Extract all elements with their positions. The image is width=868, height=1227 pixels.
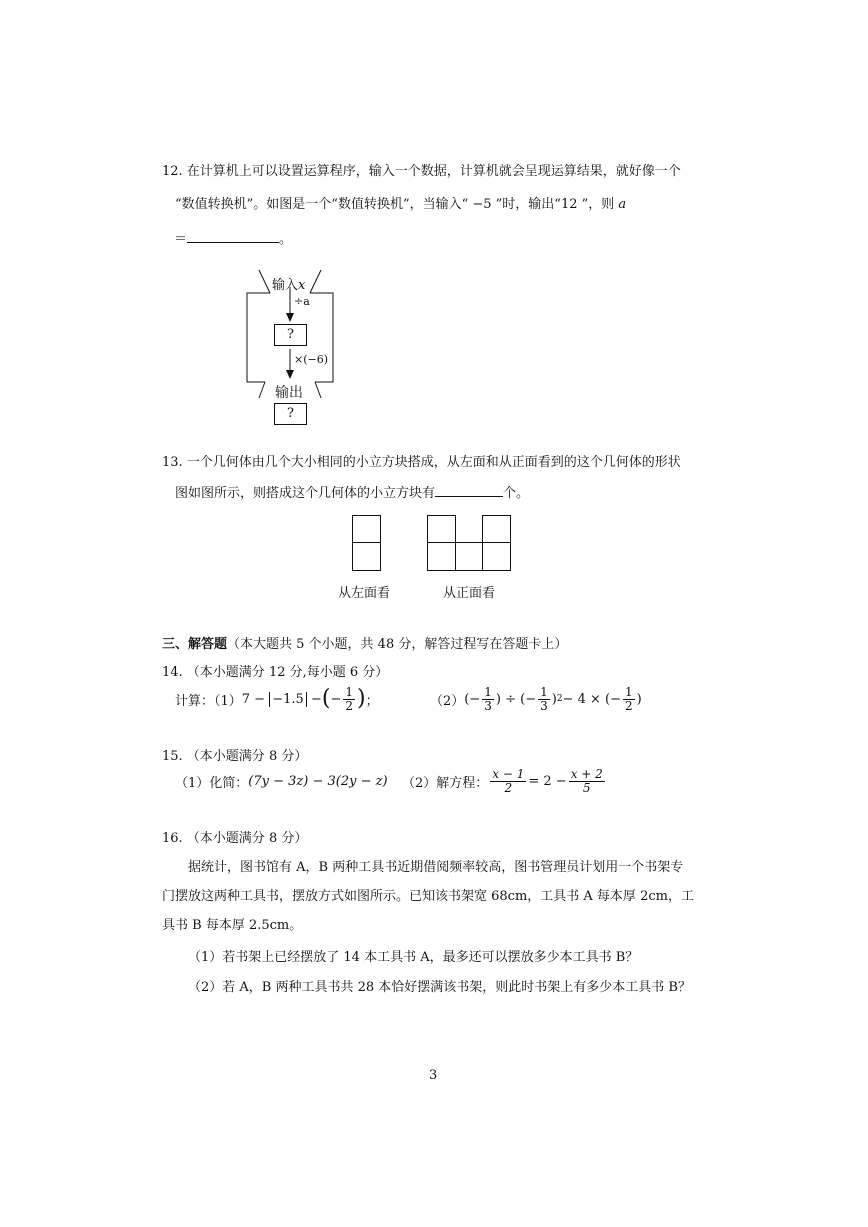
q14-p2-fraction2: [538, 686, 550, 712]
q14-p2-num1: 1: [484, 685, 492, 699]
diagram-input-label: [272, 274, 305, 293]
diagram-op1: ÷a: [294, 295, 310, 308]
q15-p2-left-fraction: [490, 768, 526, 794]
q14-part2: [430, 686, 642, 712]
q15-p2-den-right: 5: [582, 780, 591, 795]
q15-p2-num-right: x + 2: [570, 767, 603, 781]
q14-p1-paren-open: (: [321, 686, 331, 712]
q14-p2-fraction1: [482, 686, 494, 712]
front-view-cell: [427, 542, 456, 571]
diagram-op2: ×(−6): [294, 353, 329, 366]
diagram-input-var: x: [298, 278, 306, 293]
q14-p1-fraction: [343, 686, 355, 712]
front-view-cell: [482, 515, 511, 543]
q13-line1: 13. 一个几何体由几个大小相同的小立方块搭成，从左面和从正面看到的这个几何体的形状: [162, 455, 681, 470]
q14-p2-den1: 3: [484, 698, 492, 713]
q16-line2: 门摆放这两种工具书，摆放方式如图所示。已知该书架宽 68cm，工具书 A 每本厚 2cm，工: [162, 889, 694, 904]
q12-line2: [175, 193, 626, 212]
q15-p2-den-left: 2: [504, 780, 513, 795]
q14-p2-exp: 2: [556, 694, 563, 705]
q12-period: 。: [279, 232, 293, 247]
q15-p1-expr: (7y − 3z) − 3(2y − z): [248, 774, 388, 789]
q15-p1-label: （1）化简：: [175, 776, 249, 791]
q14-p1-num: 1: [345, 685, 353, 699]
front-view-cell: [482, 542, 511, 571]
q16-line3: 具书 B 每本厚 2.5cm。: [162, 918, 303, 933]
q16-header: 16. （本小题满分 8 分）: [162, 831, 308, 846]
q14-p1-inner-sign: −: [330, 691, 342, 707]
q13-line2-post: 个。: [503, 486, 530, 501]
front-view-cell: [455, 542, 483, 571]
left-view-cell: [352, 515, 381, 543]
diagram-box1: ?: [274, 324, 307, 346]
q14-p2-c: ): [551, 691, 557, 707]
section3-note: （本大题共 5 个小题，共 48 分，解答过程写在答题卡上）: [227, 637, 568, 652]
q12-answer-line: [174, 228, 292, 247]
q14-p2-d: − 4 × (−: [562, 691, 621, 707]
q15-header: 15. （本小题满分 8 分）: [162, 749, 308, 764]
q14-p1-paren-close: ): [356, 686, 366, 712]
q12-var-a: a: [618, 197, 627, 212]
q15-part2: [402, 768, 607, 794]
front-view-label: 从正面看: [443, 586, 496, 601]
q14-p1-abs: −1.5: [269, 692, 307, 707]
q15-p2-mid: = 2 −: [528, 773, 567, 789]
q14-calc-label: 计算：（1）: [175, 693, 242, 709]
section3-heading-line: [162, 633, 567, 652]
diagram-output-label: 输出: [275, 385, 303, 401]
q14-p2-den2: 3: [540, 698, 548, 713]
front-view-figure: [427, 515, 511, 571]
conversion-machine-diagram: [235, 265, 345, 430]
q14-p1-a: 7 −: [241, 691, 266, 707]
q14-p2-num3: 1: [624, 685, 633, 699]
q14-p2-label: （2）: [430, 693, 465, 709]
left-view-figure: [352, 515, 381, 571]
q16-line1: 据统计，图书馆有 A，B 两种工具书近期借阅频率较高，图书管理员计划用一个书架专: [188, 860, 684, 875]
q15-p2-num-left: x − 1: [492, 767, 525, 781]
q14-p2-den3: 2: [624, 698, 633, 713]
section3-heading: 三、解答题: [162, 637, 228, 652]
q15-p2-right-fraction: [569, 768, 605, 794]
front-view-cell: [427, 515, 456, 543]
diagram-input-text: 输入: [272, 278, 299, 293]
q14-p2-fraction3: [623, 686, 635, 712]
q14-p1-den: 2: [345, 698, 353, 713]
q14-p1-b: −: [310, 691, 322, 707]
q14-p2-e: ): [636, 691, 642, 707]
q12-equals: ＝: [174, 232, 188, 247]
q12-answer-blank: [187, 230, 279, 243]
diagram-box2: ?: [274, 403, 307, 425]
q13-answer-blank: [435, 484, 503, 497]
q12-line2-text: “数值转换机”。如图是一个“数值转换机”，当输入“ −5 ”时，输出“12 ”，则: [175, 197, 615, 212]
q16-sub1: （1）若书架上已经摆放了 14 本工具书 A，最多还可以摆放多少本工具书 B？: [188, 950, 639, 965]
q16-sub2: （2）若 A，B 两种工具书共 28 本恰好摆满该书架，则此时书架上有多少本工具书 B？: [188, 980, 691, 995]
q14-p2-b: ) ÷ (−: [495, 691, 537, 707]
q13-line2: [175, 482, 529, 501]
q15-part1: [175, 772, 388, 791]
q13-line2-pre: 图如图所示，则搭成这个几何体的小立方块有: [175, 486, 436, 501]
q14-p2-num2: 1: [540, 685, 548, 699]
q14-header: 14. （本小题满分 12 分,每小题 6 分）: [162, 665, 389, 680]
left-view-cell: [352, 542, 381, 571]
q15-p2-label: （2）解方程：: [402, 775, 489, 791]
q14-p2-a: (−: [464, 691, 481, 707]
q14-part1: [175, 686, 379, 712]
left-view-label: 从左面看: [338, 586, 391, 601]
page-number: 3: [429, 1068, 438, 1083]
q12-line1: 12. 在计算机上可以设置运算程序，输入一个数据，计算机就会呈现运算结果，就好像一个: [162, 164, 681, 179]
q14-p1-end: ；: [365, 693, 379, 709]
